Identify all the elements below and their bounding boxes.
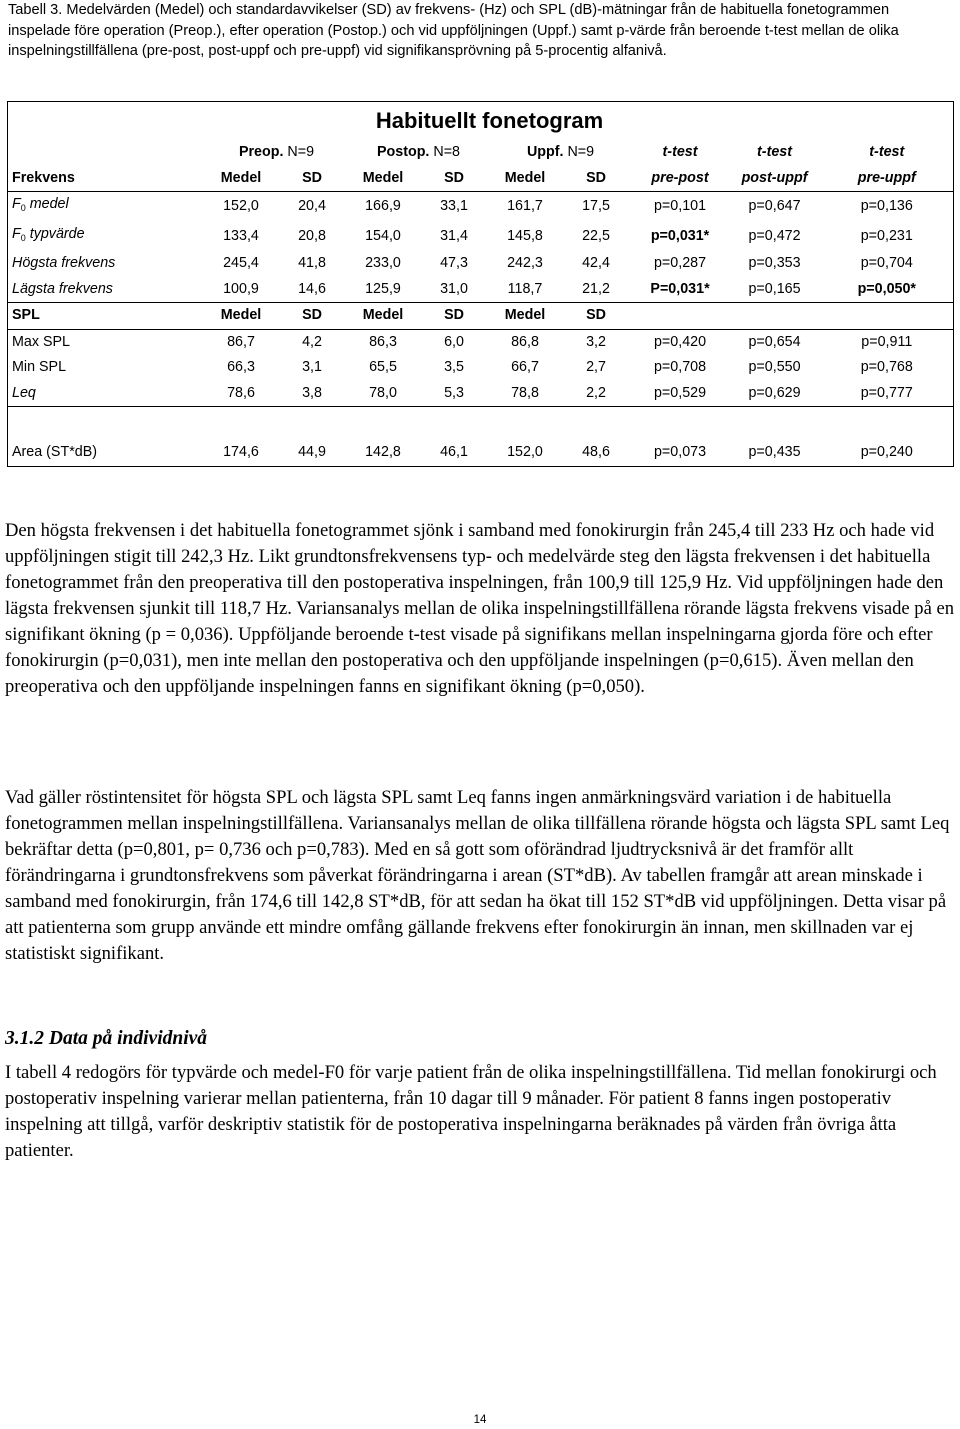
table-cell: 125,9 bbox=[348, 277, 419, 303]
table-cell: p=0,777 bbox=[821, 381, 954, 407]
header-cell: SD bbox=[419, 303, 490, 330]
table-row bbox=[8, 355, 954, 381]
group-preop: Preop. N=9 bbox=[238, 144, 315, 160]
paragraph-2: Vad gäller röstintensitet för högsta SPL och lägsta SPL samt Leq fanns ingen anmärkningsvärd variation i de habituella fonetogrammen mellan inspelningstillfällena. Variansanalys mellan de olika tillfällena rörande högsta och lägsta SPL samt Leq bekräftar detta (p=0,801, p= 0,736 och p=0,783). Med en så gott som oförändrad ljudtrycksnivå är det framför allt förändringarna i grundtonsfrekvens som påverkat förändringarna i arean (ST*dB). Av tabellen framgår att arean minskade i samband med fonokirurgin, från 174,6 till 142,8 ST*dB, för att sedan ha ökat till 152 ST*dB vid uppföljningen. Detta visar på att patienterna som grupp använde ett mindre omfång gällande frekvens efter fonokirurgin än innan, men skillnaden var ej statistiskt signifikant. bbox=[5, 787, 950, 964]
table-row bbox=[8, 222, 954, 252]
table-cell: p=0,073 bbox=[632, 439, 729, 467]
table-cell: 161,7 bbox=[507, 198, 543, 214]
table-cell: 242,3 bbox=[507, 255, 543, 271]
table-row bbox=[8, 277, 954, 303]
table-cell: 20,8 bbox=[298, 227, 326, 244]
table-cell: 22,5 bbox=[582, 227, 610, 244]
header-cell: SD bbox=[277, 166, 348, 192]
table-cell: 78,0 bbox=[348, 381, 419, 407]
ttest-header-3: t-test bbox=[821, 140, 954, 166]
table-cell: 3,1 bbox=[302, 359, 322, 375]
table-row bbox=[8, 329, 954, 355]
table-cell: 3,2 bbox=[586, 333, 606, 350]
table-cell: p=0,550 bbox=[748, 359, 801, 375]
table-cell: 174,6 bbox=[206, 439, 277, 467]
table-cell: 2,2 bbox=[561, 381, 632, 407]
table-cell: p=0,231 bbox=[821, 222, 954, 252]
table-cell: p=0,353 bbox=[748, 255, 801, 271]
table-cell: 2,7 bbox=[586, 359, 606, 375]
header-cell: Medel bbox=[348, 166, 419, 192]
table-cell: p=0,420 bbox=[653, 333, 707, 350]
table-cell: 118,7 bbox=[490, 277, 561, 303]
group-uppf: Uppf. N=9 bbox=[526, 144, 595, 160]
table-cell: p=0,472 bbox=[748, 227, 801, 244]
paragraph-1: Den högsta frekvensen i det habituella fonetogrammet sjönk i samband med fonokirurgin från 245,4 till 233 Hz och hade vid uppföljningen stigit till 242,3 Hz. Likt grundtonsfrekvensens typ- och medelvärde steg den lägsta frekvensen i det habituella fonetogrammet från den preoperativa till den postoperativa inspelningen, från 100,9 till 125,9 Hz. Vid uppföljningen hade den lägsta frekvensen sjunkit till 118,7 Hz. Variansanalys mellan de olika inspelningstillfällena rörande lägsta frekvens visade på en signifikant ökning (p = 0,036). Uppföljande beroende t-test visade på signifikans mellan inspelningarna gjorda före och efter fonokirurgin (p=0,031), men inte mellan den postoperativa och den uppföljande inspelningen (p=0,615). Även mellan den preoperativa och den uppföljande inspelningen fanns en signifikant ökning (p=0,050). bbox=[5, 520, 955, 697]
table-cell: p=0,629 bbox=[729, 381, 821, 407]
habituellt-fonetogram-table bbox=[7, 101, 954, 467]
table-cell: 3,8 bbox=[277, 381, 348, 407]
header-cell: SPL bbox=[8, 303, 206, 330]
table-cell: 4,2 bbox=[302, 333, 322, 350]
table-cell: 41,8 bbox=[298, 255, 326, 271]
table-cell: 44,9 bbox=[277, 439, 348, 467]
table-cell: 152,0 bbox=[223, 198, 259, 214]
header-cell: Medel bbox=[490, 303, 561, 330]
table-cell: p=0,529 bbox=[632, 381, 729, 407]
header-cell: Medel bbox=[206, 303, 277, 330]
table-cell: p=0,647 bbox=[748, 198, 801, 214]
table-cell: p=0,287 bbox=[653, 255, 707, 271]
table-cell: p=0,101 bbox=[653, 198, 707, 214]
row-label: Min SPL bbox=[8, 355, 206, 381]
table-cell: 65,5 bbox=[369, 359, 397, 375]
row-label: Leq bbox=[8, 381, 206, 407]
table-cell: 133,4 bbox=[223, 227, 259, 244]
header-cell: pre-uppf bbox=[821, 166, 954, 192]
table-cell: p=0,911 bbox=[821, 329, 954, 355]
table-cell: p=0,165 bbox=[729, 277, 821, 303]
row-label: Högsta frekvens bbox=[8, 251, 206, 277]
table-cell: 31,4 bbox=[440, 227, 468, 244]
paragraph-3: I tabell 4 redogörs för typvärde och medel-F0 för varje patient från de olika inspelningstillfällena. Tid mellan fonokirurgi och postoperativ inspelning varierar mellan patienterna, från 10 dagar till 9 månader. För patient 8 fanns ingen postoperativ inspelning att tillgå, varför deskriptiv statistik för de postoperativa inspelningarna beräknades på värden från övriga åtta patienter. bbox=[5, 1062, 937, 1161]
table-cell: p=0,136 bbox=[821, 192, 954, 222]
table-cell-significant: p=0,050* bbox=[821, 277, 954, 303]
ttest-header-2: t-test bbox=[757, 144, 792, 160]
table-row bbox=[8, 439, 954, 467]
frequency-header-row bbox=[8, 166, 954, 192]
group-postop: Postop. N=8 bbox=[376, 144, 461, 160]
table-cell: p=0,435 bbox=[729, 439, 821, 467]
header-cell: Frekvens bbox=[8, 166, 206, 192]
page-number: 14 bbox=[473, 1414, 487, 1426]
header-cell: SD bbox=[277, 303, 348, 330]
table-cell: 233,0 bbox=[365, 255, 401, 271]
ttest-header-1: t-test bbox=[662, 144, 698, 160]
table-cell: p=0,240 bbox=[821, 439, 954, 467]
row-label: Max SPL bbox=[8, 329, 206, 355]
table-cell: 46,1 bbox=[419, 439, 490, 467]
row-label: Area (ST*dB) bbox=[8, 439, 206, 467]
table-cell: 20,4 bbox=[298, 198, 326, 214]
row-label: Lägsta frekvens bbox=[8, 277, 206, 303]
table-cell: 142,8 bbox=[348, 439, 419, 467]
header-cell: Medel bbox=[206, 166, 277, 192]
table-title: Habituellt fonetogram bbox=[348, 102, 632, 141]
table-cell: 5,3 bbox=[419, 381, 490, 407]
table-cell: 145,8 bbox=[507, 227, 543, 244]
table-cell: 86,3 bbox=[369, 333, 397, 350]
header-cell: Medel bbox=[490, 166, 561, 192]
row-label: $F_0$ typvärde bbox=[8, 222, 206, 252]
table-cell: 86,8 bbox=[511, 333, 539, 350]
table-row bbox=[8, 192, 954, 222]
table-cell: 86,7 bbox=[227, 333, 255, 350]
table-cell-significant: p=0,031* bbox=[650, 227, 710, 244]
table-cell: 42,4 bbox=[582, 255, 610, 271]
table-row bbox=[8, 381, 954, 407]
table-cell: 47,3 bbox=[440, 255, 468, 271]
table-cell: 66,7 bbox=[511, 359, 539, 375]
table-cell: p=0,704 bbox=[821, 251, 954, 277]
table-cell: p=0,768 bbox=[821, 355, 954, 381]
table-cell: 31,0 bbox=[419, 277, 490, 303]
table-cell: 152,0 bbox=[490, 439, 561, 467]
table-cell: 3,5 bbox=[444, 359, 464, 375]
table-cell: 6,0 bbox=[444, 333, 464, 350]
table-cell: 78,6 bbox=[206, 381, 277, 407]
table-cell: 66,3 bbox=[227, 359, 255, 375]
table-cell: 48,6 bbox=[561, 439, 632, 467]
table-cell: 17,5 bbox=[582, 198, 610, 214]
table-cell: 154,0 bbox=[365, 227, 401, 244]
header-cell: Medel bbox=[348, 303, 419, 330]
table-cell: 21,2 bbox=[561, 277, 632, 303]
section-heading: 3.1.2 Data på individnivå bbox=[5, 1028, 208, 1049]
header-cell: SD bbox=[561, 166, 632, 192]
table-cell: 78,8 bbox=[490, 381, 561, 407]
table-cell: 245,4 bbox=[223, 255, 259, 271]
table-cell: 166,9 bbox=[365, 198, 401, 214]
table-cell-significant: P=0,031* bbox=[632, 277, 729, 303]
table-row bbox=[8, 251, 954, 277]
table-cell: 33,1 bbox=[440, 198, 468, 214]
spl-header-row bbox=[8, 303, 954, 330]
header-cell: pre-post bbox=[632, 166, 729, 192]
table-cell: 100,9 bbox=[206, 277, 277, 303]
header-cell: SD bbox=[419, 166, 490, 192]
header-cell: post-uppf bbox=[729, 166, 821, 192]
table-cell: p=0,654 bbox=[748, 333, 801, 350]
table-caption: Tabell 3. Medelvärden (Medel) och standardavvikelser (SD) av frekvens- (Hz) och SPL (dB)-mätningar från de habituella fonetogrammen inspelade före operation (Preop.), efter operation (Postop.) och vid uppföljningen (Uppf.) samt p-värde från beroende t-test mellan de olika inspelningstillfällena (pre-post, post-uppf och pre-uppf) vid signifikansprövning på 5-procentig alfanivå. bbox=[8, 2, 899, 59]
header-cell: SD bbox=[561, 303, 632, 330]
row-label: $F_0$ medel bbox=[8, 192, 206, 222]
table-cell: p=0,708 bbox=[653, 359, 707, 375]
table-cell: 14,6 bbox=[277, 277, 348, 303]
